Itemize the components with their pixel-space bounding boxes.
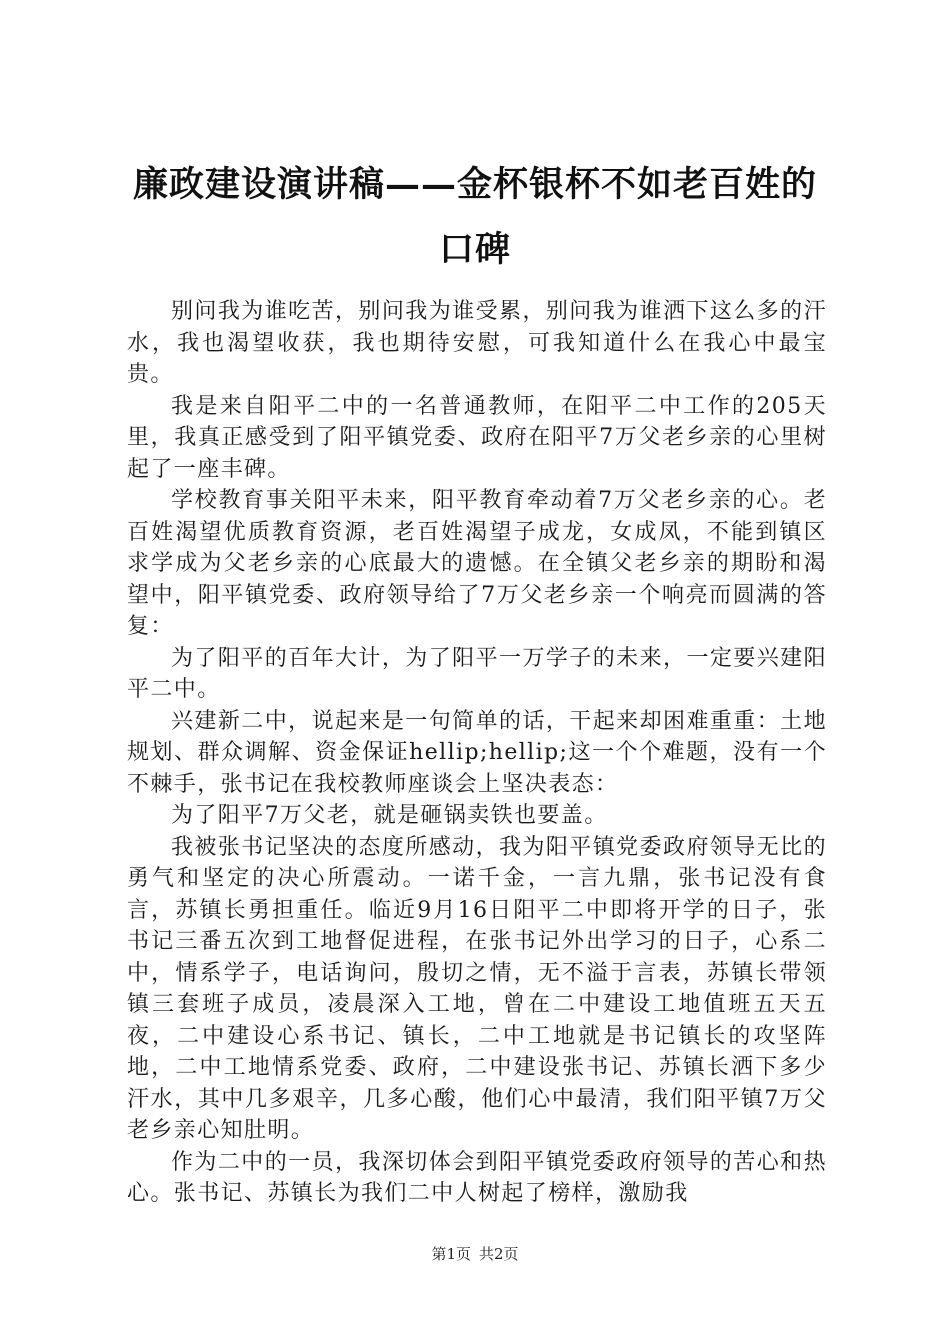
page-total: 共2页 [479, 1245, 519, 1263]
body-paragraph: 我是来自阳平二中的一名普通教师，在阳平二中工作的205天里，我真正感受到了阳平镇党委、政府在阳平7万父老乡亲的心里树起了一座丰碑。 [127, 393, 827, 482]
body-paragraph: 别问我为谁吃苦，别问我为谁受累，别问我为谁洒下这么多的汗水，我也渴望收获，我也期待安慰，可我知道什么在我心中最宝贵。 [127, 299, 827, 387]
document-body [127, 296, 827, 1210]
page-number: 第1页 [431, 1245, 471, 1263]
document-title: 廉政建设演讲稿——金杯银杯不如老百姓的口碑 [132, 164, 817, 270]
body-paragraph: 为了阳平7万父老，就是砸锅卖铁也要盖。 [171, 803, 608, 828]
body-paragraph: 我被张书记坚决的态度所感动，我为阳平镇党委政府领导无比的勇气和坚定的决心所震动。一诺千金，一言九鼎，张书记没有食言，苏镇长勇担重任。临近9月16日阳平二中即将开学的日子，张书记三番五次到工地督促进程，在张书记外出学习的日子，心系二中，情系学子，电话询问，殷切之情，无不溢于言表，苏镇长带领镇三套班子成员，凌晨深入工地，曾在二中建设工地值班五天五夜，二中建设心系书记、镇长，二中工地就是书记镇长的攻坚阵地，二中工地情系党委、政府，二中建设张书记、苏镇长洒下多少汗水，其中几多艰辛，几多心酸，他们心中最清，我们阳平镇7万父老乡亲心知肚明。 [127, 834, 827, 1143]
body-paragraph: 兴建新二中，说起来是一句简单的话，干起来却困难重重：土地规划、群众调解、资金保证hellip;hellip;这一个个难题，没有一个不棘手，张书记在我校教师座谈会上坚决表态： [127, 708, 827, 797]
page-footer [0, 1244, 950, 1264]
body-paragraph: 学校教育事关阳平未来，阳平教育牵动着7万父老乡亲的心。老百姓渴望优质教育资源，老百姓渴望子成龙，女成凤，不能到镇区求学成为父老乡亲的心底最大的遗憾。在全镇父老乡亲的期盼和渴望中，阳平镇党委、政府领导给了7万父老乡亲一个响亮而圆满的答复： [127, 488, 827, 639]
body-paragraph: 作为二中的一员，我深切体会到阳平镇党委政府领导的苦心和热心。张书记、苏镇长为我们二中人树起了榜样，激励我 [127, 1149, 827, 1206]
body-paragraph: 为了阳平的百年大计，为了阳平一万学子的未来，一定要兴建阳平二中。 [127, 645, 827, 702]
